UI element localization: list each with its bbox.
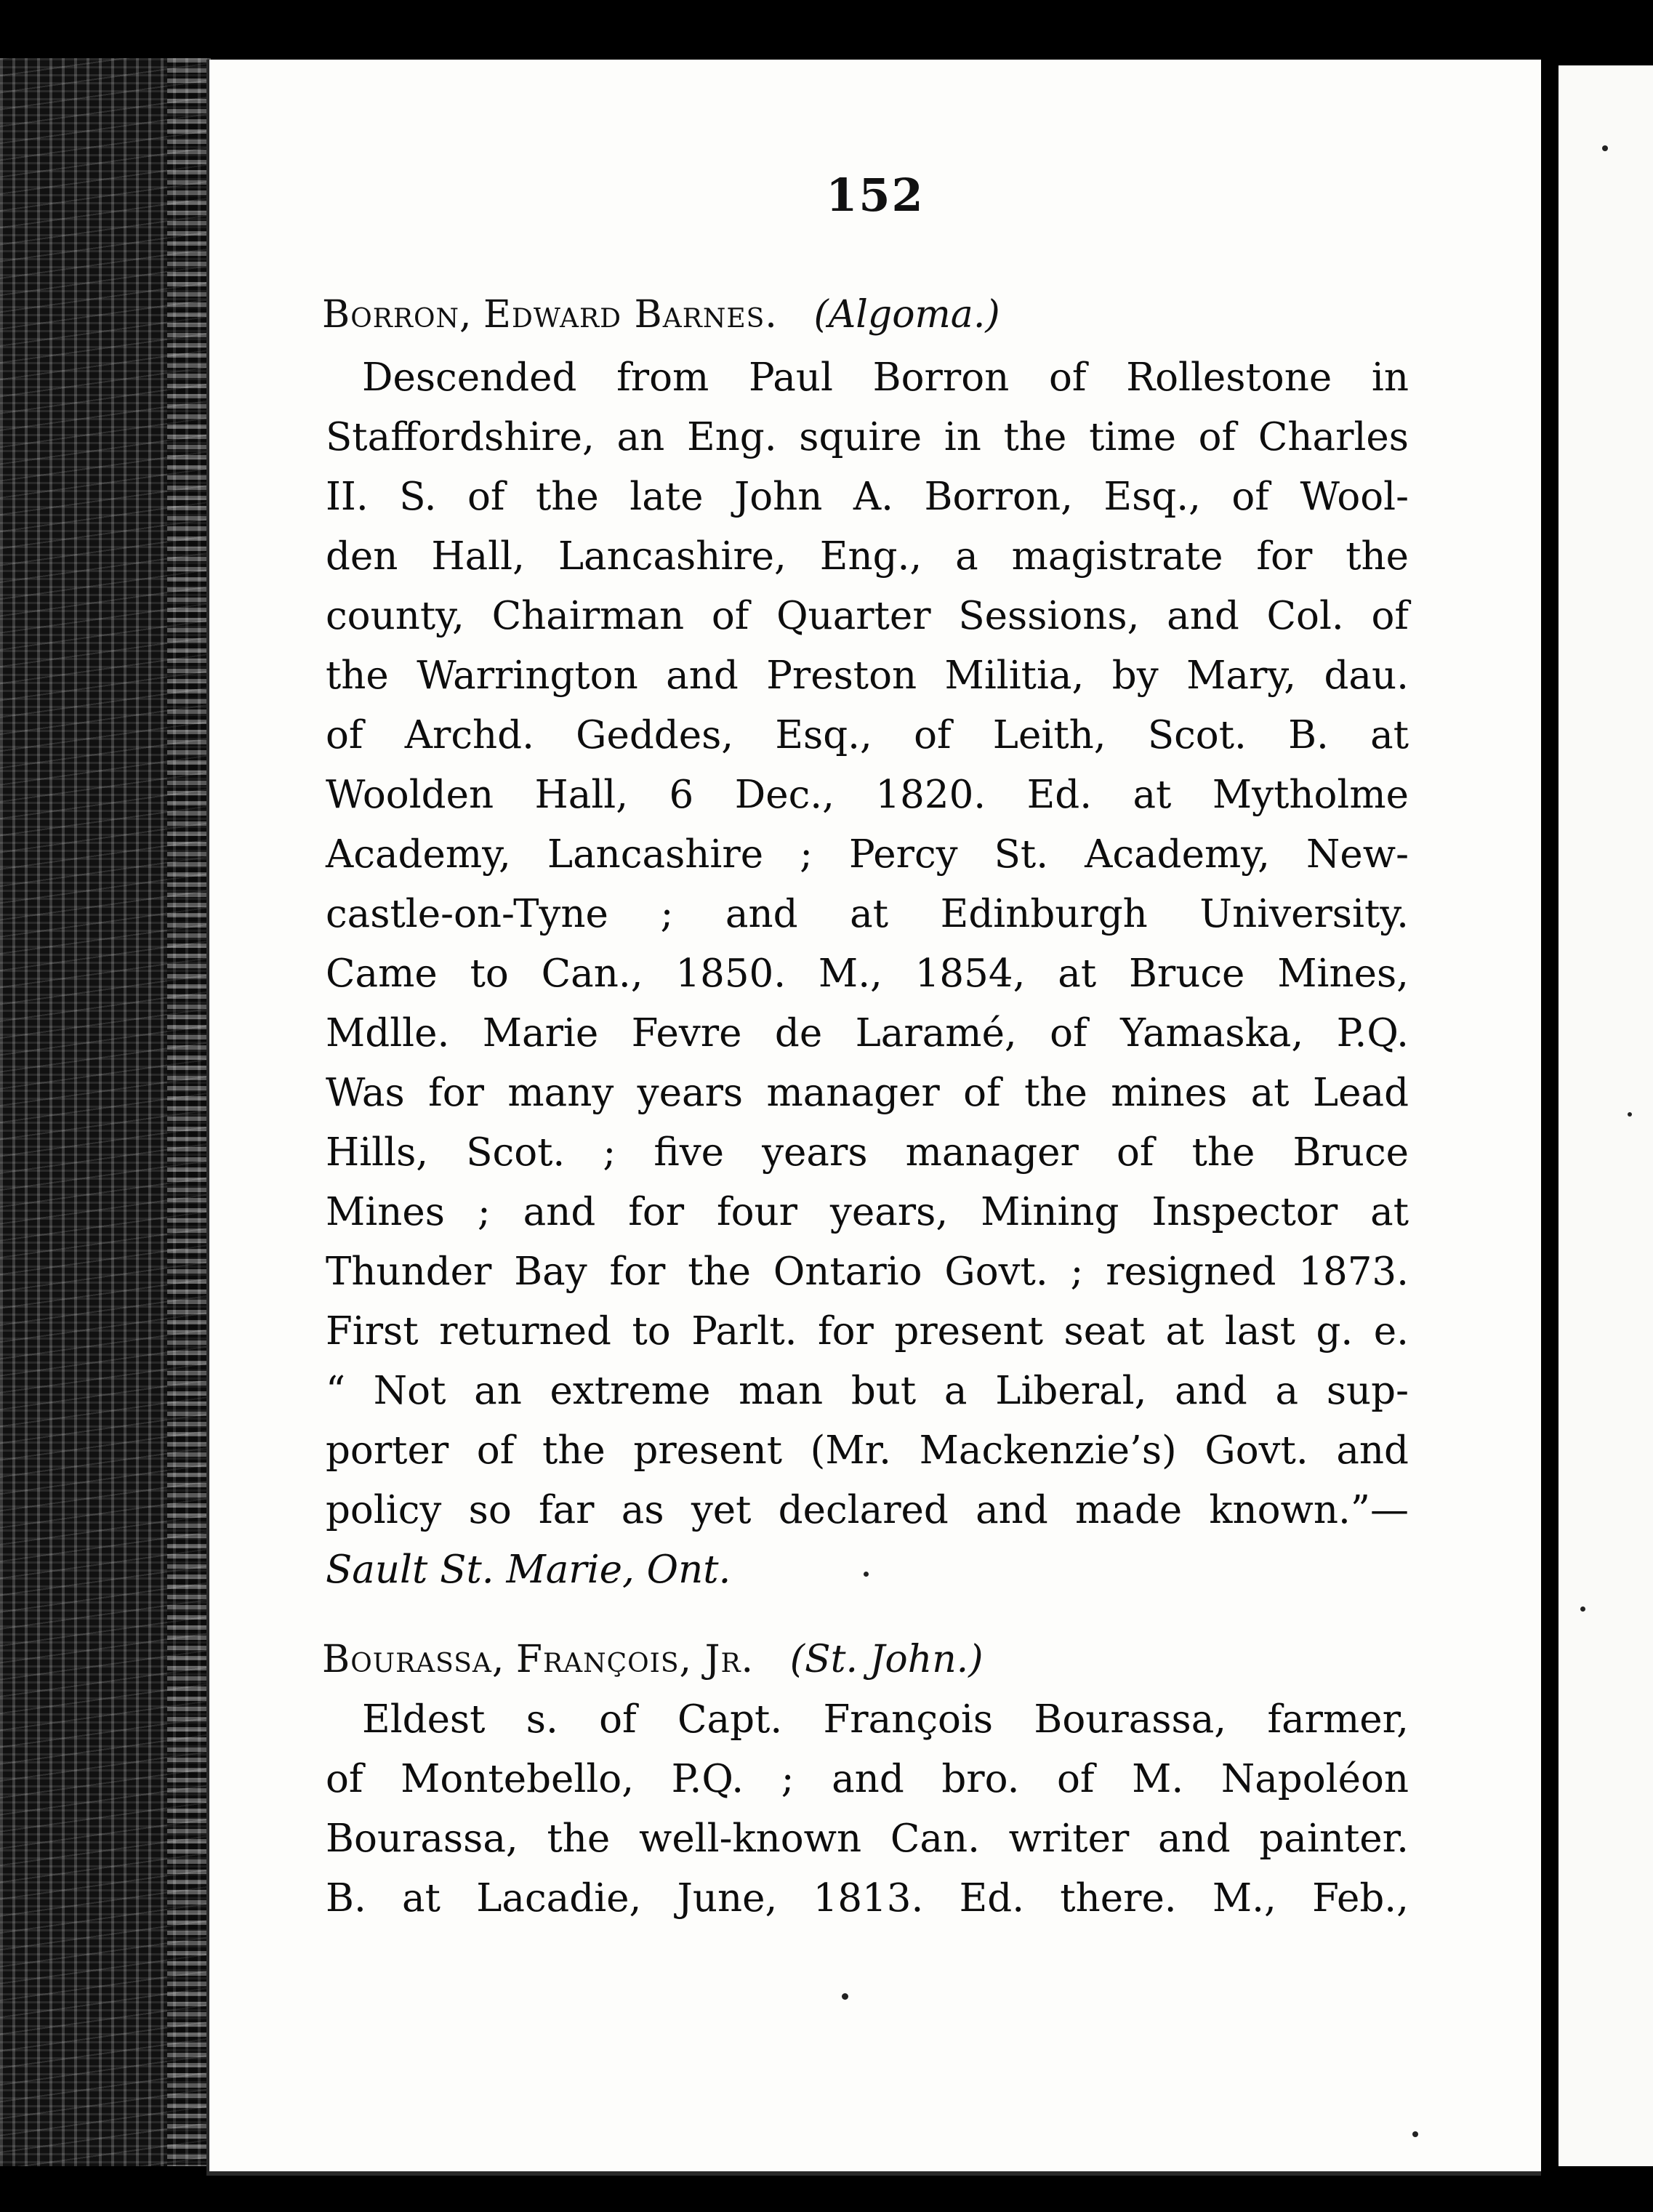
page-speck bbox=[842, 1993, 848, 2000]
text-line: the Warrington and Preston Militia, by Mary, dau. bbox=[326, 653, 1409, 698]
entry-constituency: (St. John.) bbox=[789, 1638, 984, 1681]
book-page bbox=[206, 60, 1541, 2176]
binding-gutter-edge bbox=[167, 58, 211, 2166]
text-line: First returned to Parlt. for present seat at last g. e. bbox=[326, 1309, 1409, 1354]
entry-given-names: François, Jr. bbox=[515, 1638, 755, 1681]
entry-heading-bourassa bbox=[322, 1638, 984, 1681]
text-line: Hills, Scot. ; five years manager of the Bruce bbox=[326, 1130, 1409, 1175]
text-line: Thunder Bay for the Ontario Govt. ; resigned 1873. bbox=[326, 1250, 1409, 1294]
text-line: county, Chairman of Quarter Sessions, and Col. of bbox=[326, 594, 1409, 638]
entry-address: Sault St. Marie, Ont. bbox=[326, 1548, 731, 1592]
page-speck bbox=[1628, 1112, 1632, 1117]
entry-surname: Borron bbox=[322, 293, 459, 337]
heading-comma: , bbox=[491, 1638, 516, 1681]
page-speck bbox=[1412, 2131, 1418, 2137]
text-line: of Montebello, P.Q. ; and bro. of M. Napoléon bbox=[326, 1757, 1409, 1801]
page-speck bbox=[1580, 1606, 1585, 1612]
text-line: Mines ; and for four years, Mining Inspector at bbox=[326, 1190, 1409, 1234]
text-line: “ Not an extreme man but a Liberal, and a sup- bbox=[326, 1369, 1409, 1413]
text-line: Was for many years manager of the mines at Lead bbox=[326, 1071, 1409, 1115]
text-line: Eldest s. of Capt. François Bourassa, farmer, bbox=[362, 1697, 1409, 1742]
text-line: of Archd. Geddes, Esq., of Leith, Scot. B. at bbox=[326, 713, 1409, 757]
entry-heading-borron bbox=[322, 293, 1000, 337]
heading-comma: , bbox=[459, 293, 484, 337]
text-line: Descended from Paul Borron of Rollestone in bbox=[362, 355, 1409, 400]
text-line: Came to Can., 1850. M., 1854, at Bruce Mines, bbox=[326, 952, 1409, 996]
page-speck bbox=[864, 1572, 869, 1577]
text-line: B. at Lacadie, June, 1813. Ed. there. M., Feb., bbox=[326, 1876, 1409, 1921]
entry-constituency: (Algoma.) bbox=[813, 293, 1000, 337]
page-speck bbox=[1602, 145, 1608, 151]
page-number: 152 bbox=[826, 169, 925, 222]
entry-surname: Bourassa bbox=[322, 1638, 492, 1681]
text-line: policy so far as yet declared and made known.”— bbox=[326, 1488, 1409, 1532]
adjacent-page-edge bbox=[1559, 65, 1653, 2166]
text-line: Bourassa, the well-known Can. writer and painter. bbox=[326, 1817, 1409, 1861]
text-line: Woolden Hall, 6 Dec., 1820. Ed. at Mytholme bbox=[326, 773, 1409, 817]
text-line: II. S. of the late John A. Borron, Esq., of Wool- bbox=[326, 475, 1409, 519]
text-line: castle-on-Tyne ; and at Edinburgh University. bbox=[326, 892, 1409, 936]
text-line: Academy, Lancashire ; Percy St. Academy, New- bbox=[326, 832, 1409, 877]
text-line: Staffordshire, an Eng. squire in the time of Charles bbox=[326, 415, 1409, 459]
text-line: porter of the present (Mr. Mackenzie’s) Govt. and bbox=[326, 1428, 1409, 1473]
text-line: den Hall, Lancashire, Eng., a magistrate for the bbox=[326, 534, 1409, 579]
text-line: Mdlle. Marie Fevre de Laramé, of Yamaska, P.Q. bbox=[326, 1011, 1409, 1055]
entry-given-names: Edward Barnes. bbox=[483, 293, 778, 337]
